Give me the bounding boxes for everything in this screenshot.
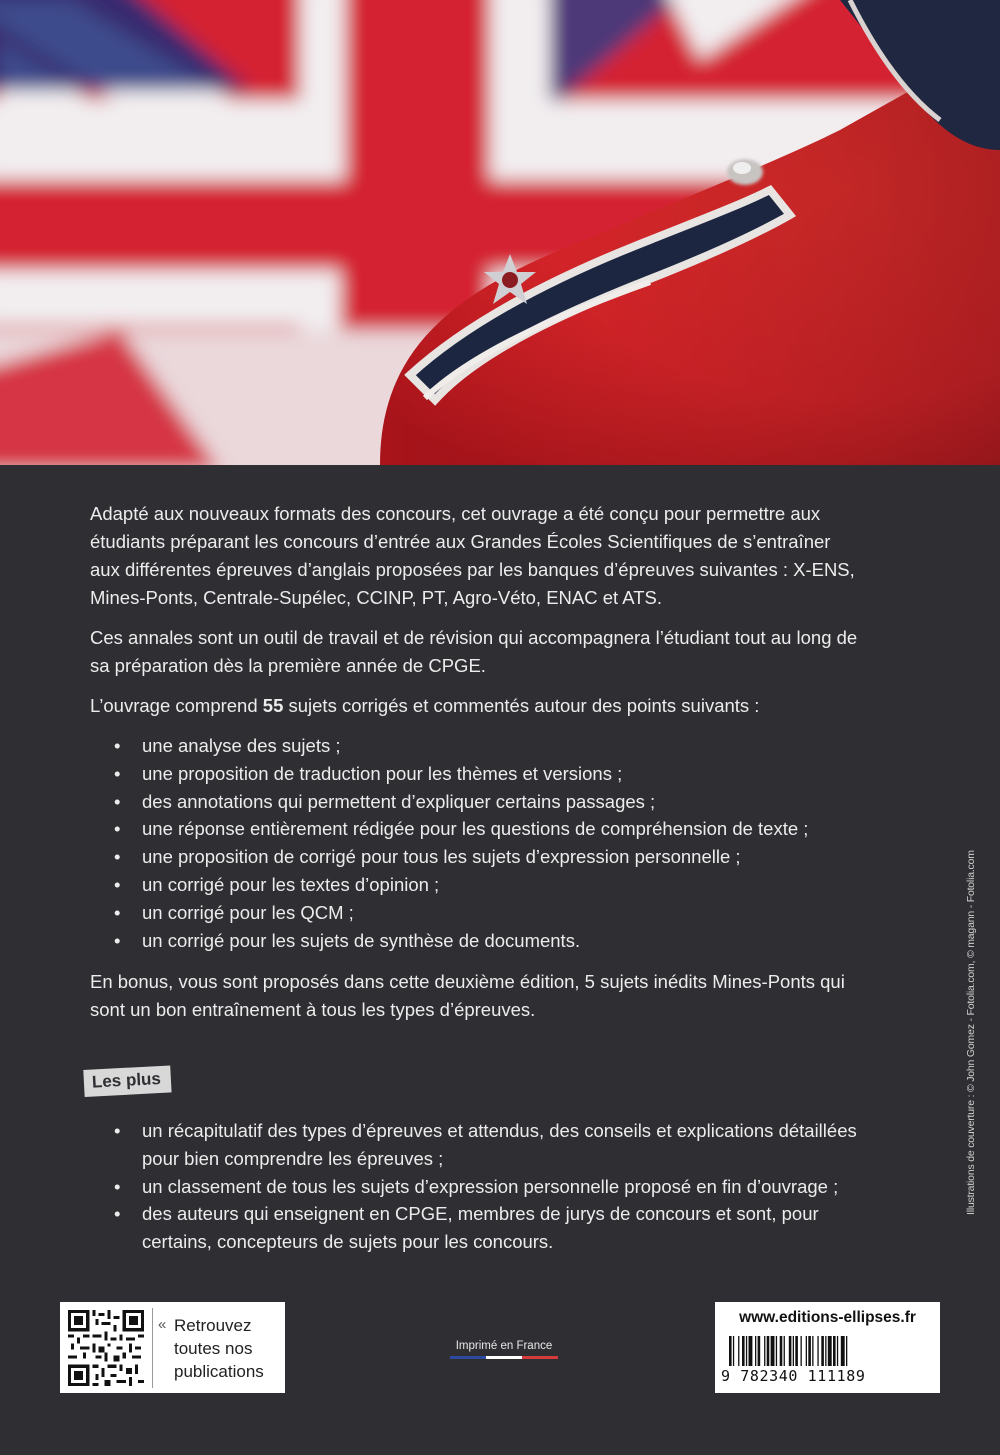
barcode-bar [758,1336,761,1366]
intro-p3-after: sujets corrigés et commentés autour des points suivants : [283,695,760,716]
barcode-bar [817,1336,818,1366]
chevron-left-icon: « [158,1316,167,1333]
list-item: • un récapitulatif des types d’épreuves et attendus, des conseils et explications détaillées pour bien comprendre les épreuves ; [114,1117,860,1173]
barcode-bar [821,1336,824,1366]
barcode-bar [746,1336,747,1366]
back-cover-text [90,500,860,1036]
barcode-bar [738,1336,739,1366]
qr-line-1: Retrouvez [174,1316,252,1335]
list-item: • des annotations qui permettent d’expliquer certains passages ; [114,788,860,816]
list-item: • une proposition de corrigé pour tous les sujets d’expression personnelle ; [114,843,860,871]
barcode-bar [776,1336,777,1366]
barcode-bar [729,1336,732,1366]
barcode-bar [812,1336,813,1366]
barcode-bar [755,1336,756,1366]
barcode-bar [828,1336,832,1366]
barcode-bar [784,1336,785,1366]
barcode-bar [837,1336,838,1366]
printed-label: Imprimé en France [455,1340,553,1352]
barcode-bar [841,1336,845,1366]
barcode-bar [789,1336,792,1366]
barcode-bar [764,1336,765,1366]
barcode-bar [771,1336,775,1366]
qr-separator [152,1308,153,1388]
barcode-bar [825,1336,826,1366]
barcode-bar [749,1336,753,1366]
barcode-bar [793,1336,794,1366]
list-item: • un classement de tous les sujets d’expression personnelle proposé en fin d’ouvrage ; [114,1173,860,1201]
qr-line-2: toutes nos [174,1339,253,1358]
les-plus-section [90,1117,860,1256]
qr-line-3: publications [174,1362,264,1381]
barcode-bar [846,1336,847,1366]
les-plus-tag: Les plus [83,1065,171,1097]
points-list [90,732,860,954]
plus-list [90,1117,860,1256]
barcode-bar [742,1336,745,1366]
barcode-bar [833,1336,836,1366]
barcode-bar [780,1336,783,1366]
bonus-paragraph: En bonus, vous sont proposés dans cette deuxième édition, 5 sujets inédits Mines-Ponts qui sont un bon entraînement à tous les types d’épreuves. [90,971,845,1021]
list-item: • un corrigé pour les textes d’opinion ; [114,871,860,899]
list-item: • un corrigé pour les QCM ; [114,899,860,927]
isbn-digits: 9 782340 111189 [721,1367,866,1385]
qr-box[interactable] [60,1302,285,1393]
barcode-bar [801,1336,802,1366]
printed-in-france [450,1340,558,1359]
subject-count: 55 [262,695,284,716]
intro-paragraph-3 [90,692,860,720]
intro-paragraph-1: Adapté aux nouveaux formats des concours, cet ouvrage a été conçu pour permettre aux étudiants préparant les concours d’entrée aux Grandes Écoles Scientifiques de s’entraîner aux différentes épreuves d’anglais proposées par les banques d’épreuves suivantes : X-ENS, Mines-Ponts, Centrale-Supélec, CCINP, PT, Agro-Véto, ENAC et ATS. [90,503,855,608]
barcode-bar [806,1336,807,1366]
publisher-url[interactable]: www.editions-ellipses.fr [739,1309,916,1326]
barcode-bar [795,1336,798,1366]
list-item: • des auteurs qui enseignent en CPGE, membres de jurys de concours et sont, pour certains, concepteurs de sujets pour les concours. [114,1200,860,1256]
list-item: • une réponse entièrement rédigée pour les questions de compréhension de texte ; [114,815,860,843]
list-item: • un corrigé pour les sujets de synthèse de documents. [114,927,860,955]
barcode-bar [767,1336,770,1366]
qr-caption [174,1314,264,1383]
intro-paragraph-2: Ces annales sont un outil de travail et de révision qui accompagnera l’étudiant tout au long de sa préparation dès la première année de CPGE. [90,627,858,676]
list-item: • une analyse des sujets ; [114,732,860,760]
cover-photo [0,0,1000,465]
french-flag-icon [450,1356,558,1359]
union-jack-guard-shoulder-image [0,0,1000,465]
barcode-bar [733,1336,734,1366]
list-item: • une proposition de traduction pour les thèmes et versions ; [114,760,860,788]
qr-code-icon [68,1310,144,1386]
intro-p3-before: L’ouvrage comprend [90,695,263,716]
barcode-bar [808,1336,811,1366]
barcode-box [715,1302,940,1393]
illustration-credit: Illustrations de couverture : © John Gomez - Fotolia.com, © magann - Fotolia.com [965,850,977,1215]
barcode-icon [727,1336,927,1366]
